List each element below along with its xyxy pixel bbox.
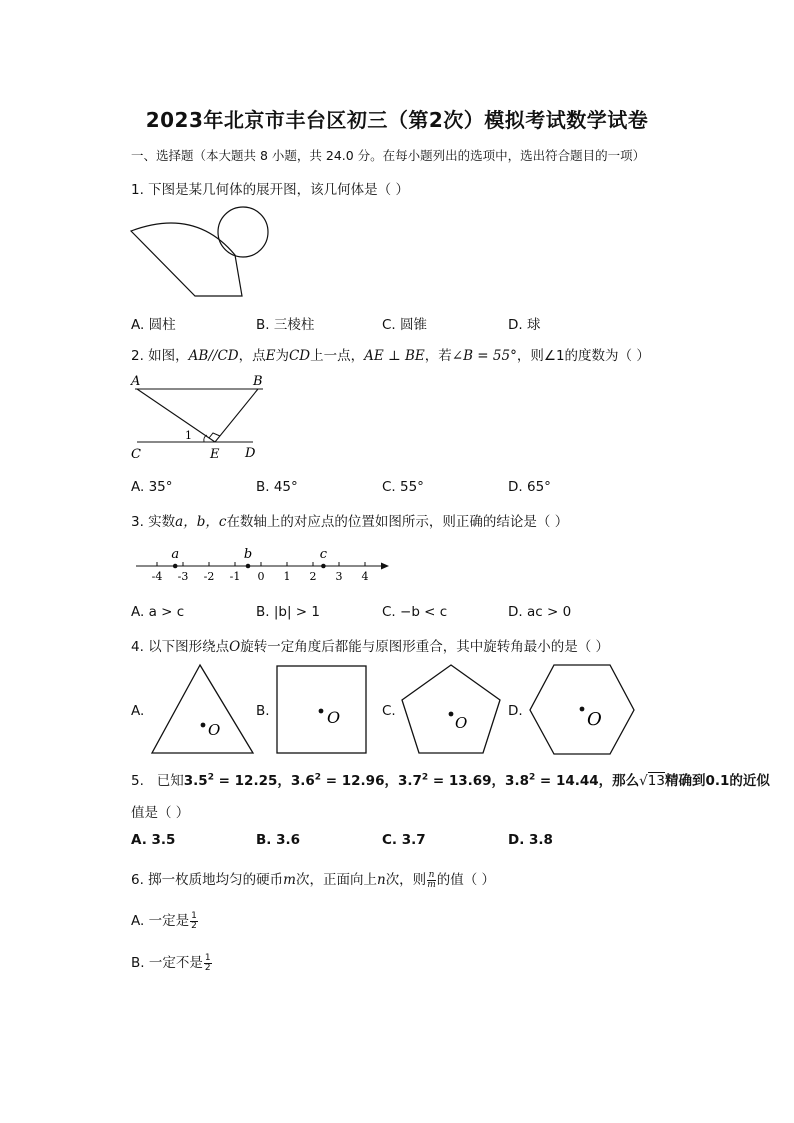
section-heading: 一、选择题（本大题共 8 小题，共 24.0 分。在每小题列出的选项中，选出符合题目的一项） [131, 148, 646, 163]
circle-base [218, 207, 268, 257]
q2-option-d[interactable]: D. 65° [508, 479, 551, 495]
point-label-c: c [319, 547, 328, 562]
tick-label: 4 [361, 570, 369, 583]
svg-text:O: O [455, 714, 468, 732]
svg-text:O: O [208, 721, 221, 739]
q3-option-c[interactable]: C. −b < c [382, 604, 448, 620]
tick-label: -3 [177, 570, 189, 583]
q2-geometry-figure [125, 370, 265, 465]
q4-triangle-figure[interactable] [148, 662, 258, 756]
q1-option-d[interactable]: D. 球 [508, 317, 541, 333]
svg-text:B: B [253, 374, 263, 389]
q3-stem: 3. 实数a，b，c在数轴上的对应点的位置如图所示，则正确的结论是（ ） [131, 514, 569, 530]
q4-option-a-label[interactable]: A. [131, 703, 145, 719]
q5-option-c[interactable]: C. 3.7 [382, 832, 426, 848]
q2-stem: 2. 如图，AB//CD，点E为CD上一点，AE ⊥ BE，若∠B = 55°，则∠1的度数为（ ） [131, 348, 650, 364]
q2-option-b[interactable]: B. 45° [256, 479, 298, 495]
q3-option-a[interactable]: A. a > c [131, 604, 185, 620]
svg-text:1: 1 [185, 429, 192, 442]
tick-label: 0 [257, 570, 265, 583]
q2-option-c[interactable]: C. 55° [382, 479, 424, 495]
q5-option-b[interactable]: B. 3.6 [256, 832, 301, 848]
q5-stem-line2: 值是（ ） [131, 805, 190, 821]
tick-label: -1 [229, 570, 241, 583]
tick-label: -2 [203, 570, 215, 583]
q4-hexagon-figure[interactable] [526, 663, 638, 757]
q6-option-b[interactable]: B. 一定不是 $\frac{1}{2}$ [131, 952, 211, 973]
q3-option-b[interactable]: B. |b| > 1 [256, 604, 320, 620]
svg-text:O: O [327, 708, 341, 727]
q4-option-c-label[interactable]: C. [382, 703, 396, 719]
point-b [246, 564, 251, 569]
tick-label: 3 [335, 570, 343, 583]
q1-stem: 1. 下图是某几何体的展开图，该几何体是（ ） [131, 182, 409, 198]
q5-option-d[interactable]: D. 3.8 [508, 832, 553, 848]
q5-stem-line1: 5. 已知$3.5^2 = 12.25$，$3.6^2 = 12.96$，$3.7^2 = 13.69$，$3.8^2 = 14.44$，那么√13精确到0.1的近似 [131, 772, 770, 789]
q1-option-c[interactable]: C. 圆锥 [382, 317, 428, 333]
sector-shape [131, 223, 242, 296]
q6-stem: 6. 掷一枚质地均匀的硬币m次，正面向上n次，则 $\frac{n}{m}$ 的值（ ） [131, 869, 496, 890]
point-c [321, 564, 326, 569]
q2-option-a[interactable]: A. 35° [131, 479, 173, 495]
q1-option-a[interactable]: A. 圆柱 [131, 317, 176, 333]
q4-square-figure[interactable] [274, 664, 370, 756]
q4-stem: 4. 以下图形绕点O旋转一定角度后都能与原图形重合，其中旋转角最小的是（ ） [131, 639, 610, 655]
q6-option-a[interactable]: A. 一定是 $\frac{1}{2}$ [131, 910, 197, 931]
tick-label: 1 [283, 570, 291, 583]
q3-option-d[interactable]: D. ac > 0 [508, 604, 572, 620]
point-a [173, 564, 178, 569]
point-label-b: b [243, 547, 253, 562]
svg-text:O: O [587, 709, 602, 730]
svg-text:A: A [131, 374, 141, 389]
q5-option-a[interactable]: A. 3.5 [131, 832, 176, 848]
svg-text:D: D [245, 446, 256, 461]
svg-text:C: C [131, 447, 141, 462]
svg-text:E: E [210, 447, 220, 462]
tick-label: 2 [309, 570, 317, 583]
q4-option-d-label[interactable]: D. [508, 703, 523, 719]
q1-option-b[interactable]: B. 三棱柱 [256, 317, 315, 333]
point-label-a: a [171, 547, 180, 562]
q4-option-b-label[interactable]: B. [256, 703, 270, 719]
page-title: 2023年北京市丰台区初三（第2次）模拟考试数学试卷 [145, 108, 649, 132]
q4-pentagon-figure[interactable] [400, 663, 504, 757]
q1-net-figure [125, 203, 275, 303]
tick-label: -4 [151, 570, 163, 583]
q3-number-line [130, 540, 395, 590]
